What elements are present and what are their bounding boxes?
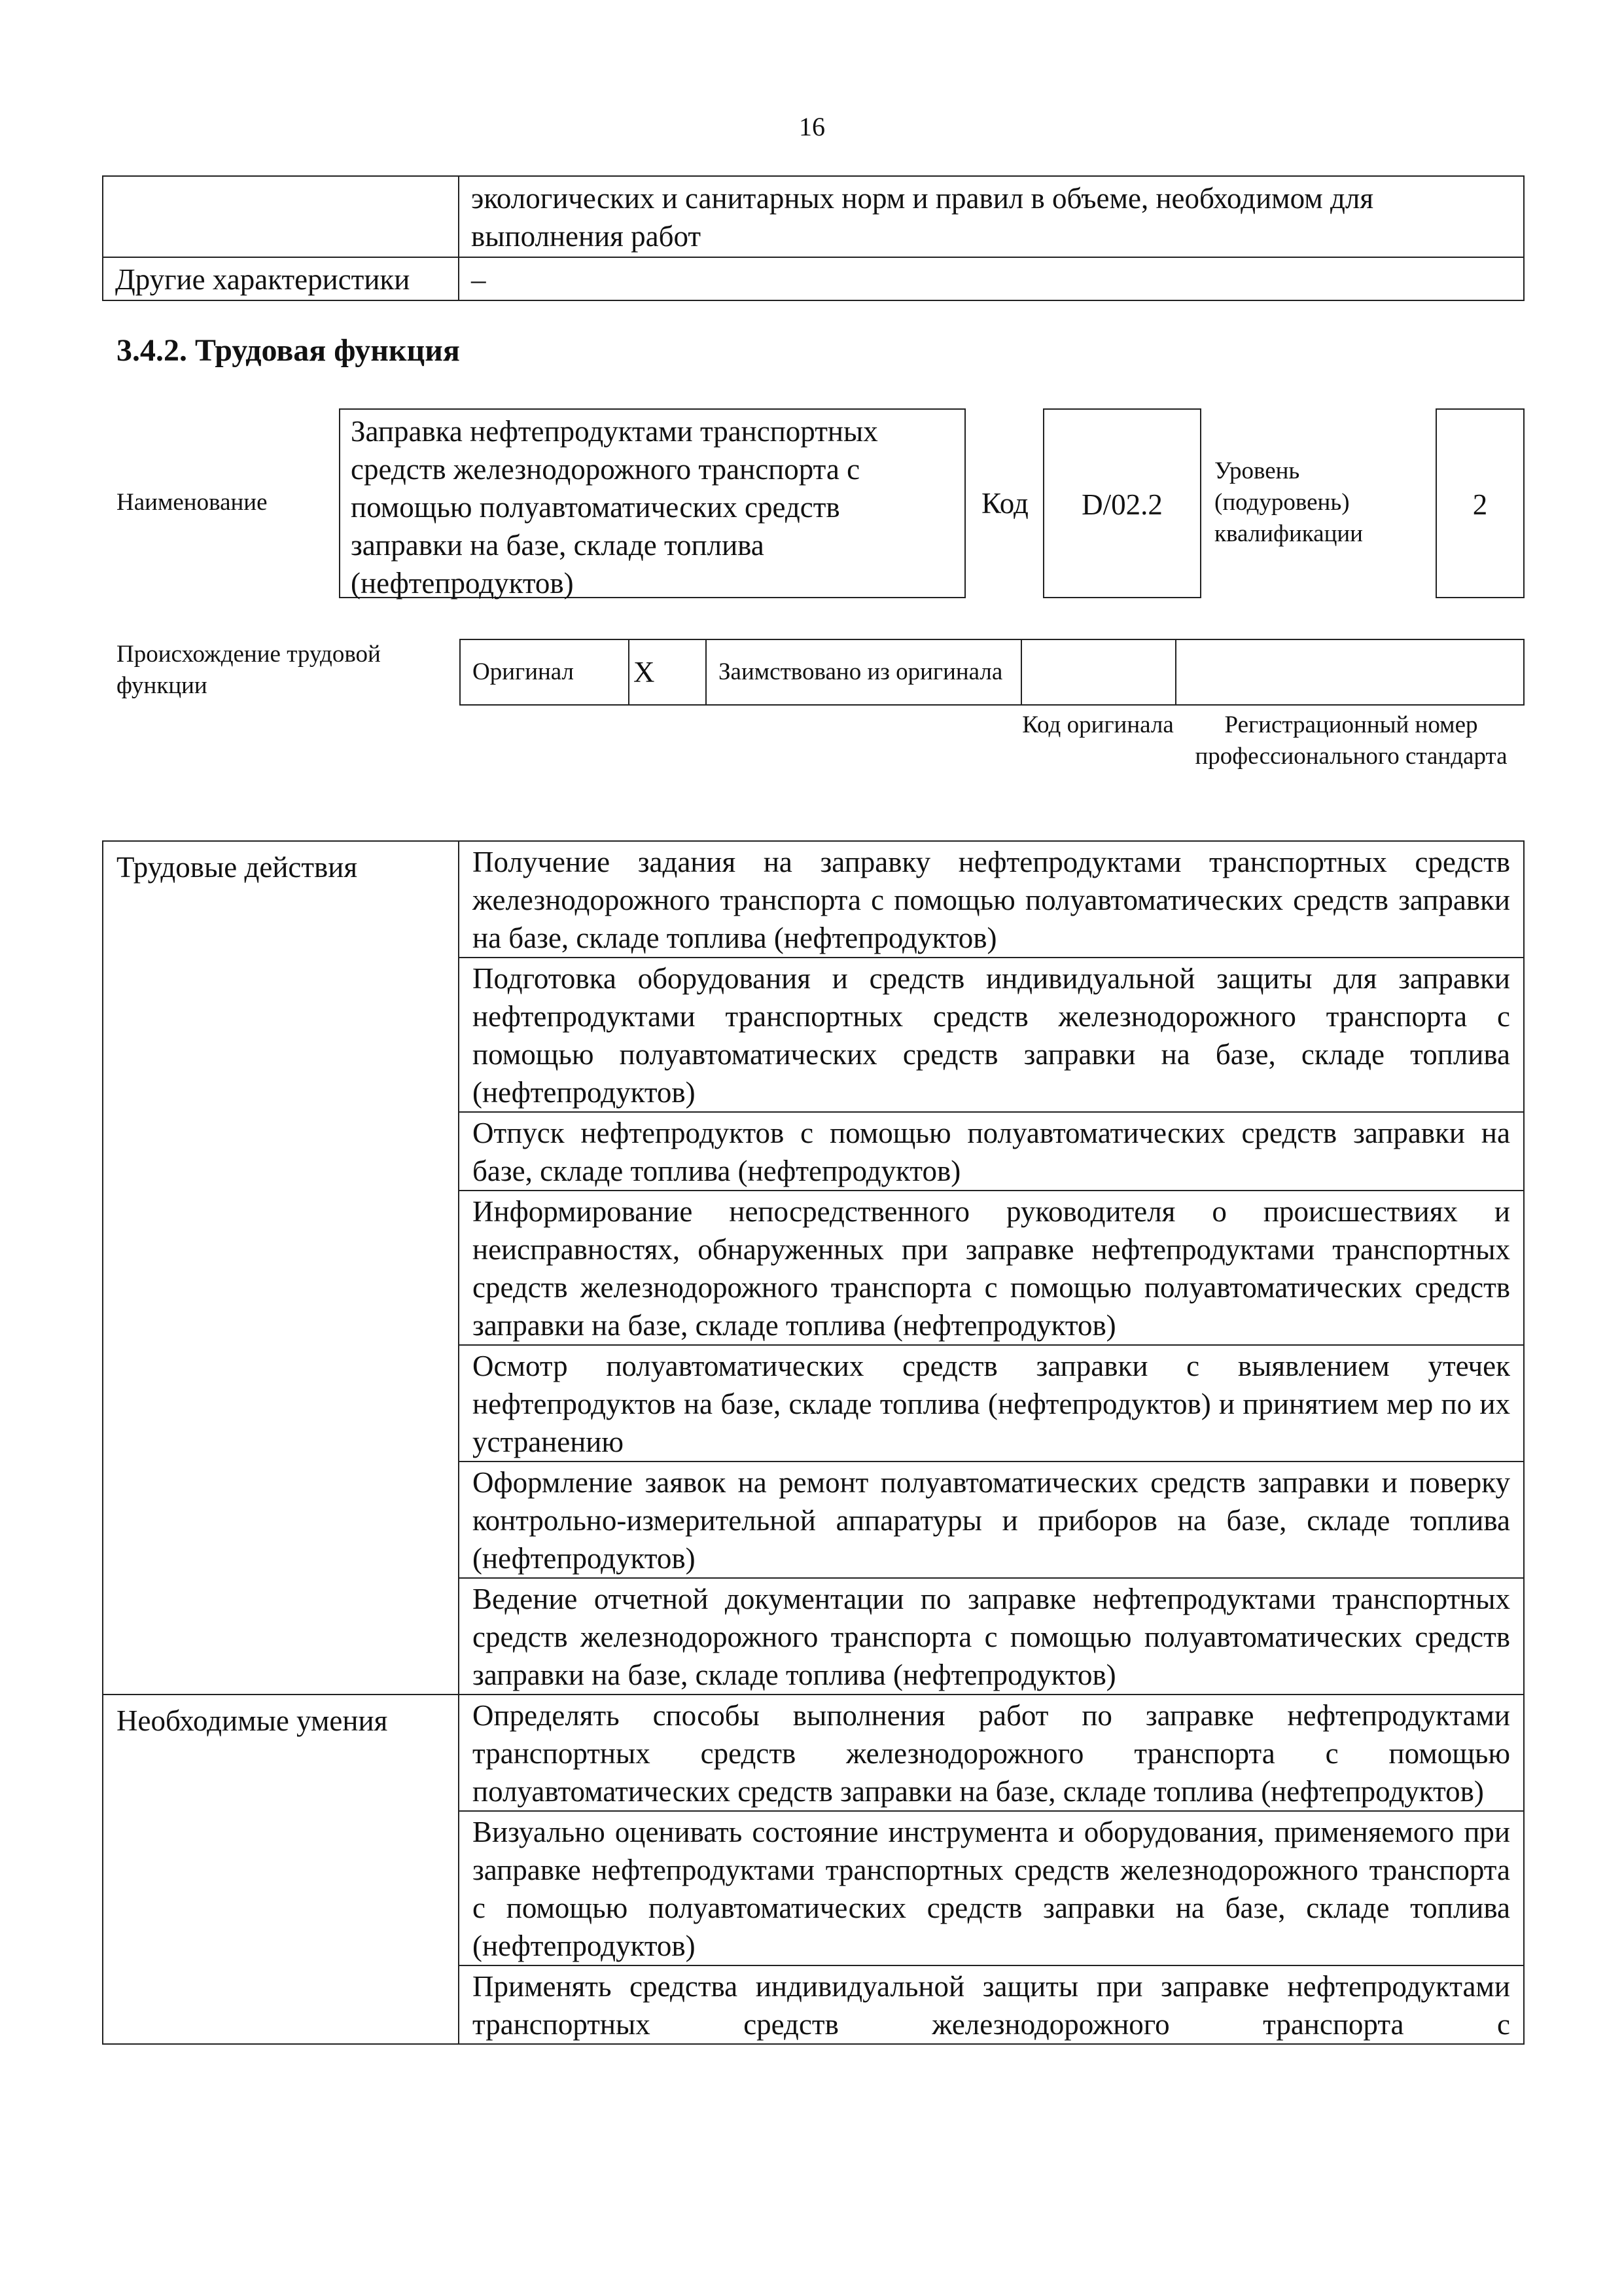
original-label: Оригинал	[460, 639, 629, 705]
borrowed-label: Заимствовано из оригинала	[706, 639, 1021, 705]
labor-action-item: Подготовка оборудования и средств индивидуальной защиты для заправки нефтепродуктами транспортных средств железнодорожного транспорта с помощью полуавтоматических средств заправки на базе, складе топлива (нефтепродуктов)	[459, 958, 1524, 1112]
code-value: D/02.2	[1043, 408, 1201, 598]
skill-item: Визуально оценивать состояние инструмента и оборудования, применяемого при заправке нефтепродуктами транспортных средств железнодорожного транспорта с помощью полуавтоматических средств заправки на базе, складе топлива (нефтепродуктов)	[459, 1811, 1524, 1965]
original-mark: X	[629, 639, 706, 705]
main-table	[102, 840, 1525, 2045]
labor-action-item: Оформление заявок на ремонт полуавтоматических средств заправки и поверку контрольно-измерительной аппаратуры и приборов на базе, складе топлива (нефтепродуктов)	[459, 1462, 1524, 1578]
name-label: Наименование	[116, 489, 268, 516]
code-label: Код	[981, 487, 1029, 520]
labor-action-item: Информирование непосредственного руководителя о происшествиях и неисправностях, обнаруженных при заправке нефтепродуктами транспортных средств железнодорожного транспорта с помощью полуавтоматических средств заправки на базе, складе топлива (нефтепродуктов)	[459, 1191, 1524, 1345]
level-label: Уровень (подуровень) квалификации	[1214, 457, 1363, 547]
origin-table	[459, 639, 1525, 706]
original-code-cell	[1021, 639, 1176, 705]
empty-cell	[103, 176, 459, 257]
continuation-text: экологических и санитарных норм и правил в объеме, необходимом для выполнения работ	[459, 176, 1524, 257]
name-value: Заправка нефтепродуктами транспортных средств железнодорожного транспорта с помощью полуавтоматических средств заправки на базе, складе топлива (нефтепродуктов)	[339, 408, 966, 598]
registration-number-caption: Регистрационный номер профессионального стандарта	[1195, 711, 1508, 770]
top-table	[102, 175, 1525, 301]
labor-action-item: Ведение отчетной документации по заправке нефтепродуктами транспортных средств железнодорожного транспорта с помощью полуавтоматических средств заправки на базе, складе топлива (нефтепродуктов)	[459, 1578, 1524, 1695]
table-row	[103, 1695, 1524, 1811]
origin-label: Происхождение трудовой функции	[116, 641, 381, 699]
skill-item: Применять средства индивидуальной защиты при заправке нефтепродуктами транспортных средств железнодорожного транспорта с	[459, 1965, 1524, 2044]
page-number: 16	[799, 112, 825, 141]
labor-actions-label: Трудовые действия	[103, 841, 459, 1695]
labor-action-item: Осмотр полуавтоматических средств заправки с выявлением утечек нефтепродуктов на базе, складе топлива (нефтепродуктов) и принятием мер по их устранению	[459, 1345, 1524, 1462]
labor-action-item: Получение задания на заправку нефтепродуктами транспортных средств железнодорожного транспорта с помощью полуавтоматических средств заправки на базе, складе топлива (нефтепродуктов)	[459, 841, 1524, 958]
table-row	[103, 841, 1524, 958]
table-row	[103, 257, 1524, 300]
table-row	[103, 176, 1524, 257]
skills-label: Необходимые умения	[103, 1695, 459, 2044]
level-value: 2	[1436, 408, 1525, 598]
original-code-caption: Код оригинала	[1022, 711, 1174, 738]
other-characteristics-label: Другие характеристики	[103, 257, 459, 300]
section-heading: 3.4.2. Трудовая функция	[116, 333, 460, 368]
labor-action-item: Отпуск нефтепродуктов с помощью полуавтоматических средств заправки на базе, складе топлива (нефтепродуктов)	[459, 1112, 1524, 1191]
other-characteristics-value: –	[459, 257, 1524, 300]
registration-number-cell	[1176, 639, 1524, 705]
skill-item: Определять способы выполнения работ по заправке нефтепродуктами транспортных средств железнодорожного транспорта с помощью полуавтоматических средств заправки на базе, складе топлива (нефтепродуктов)	[459, 1695, 1524, 1811]
